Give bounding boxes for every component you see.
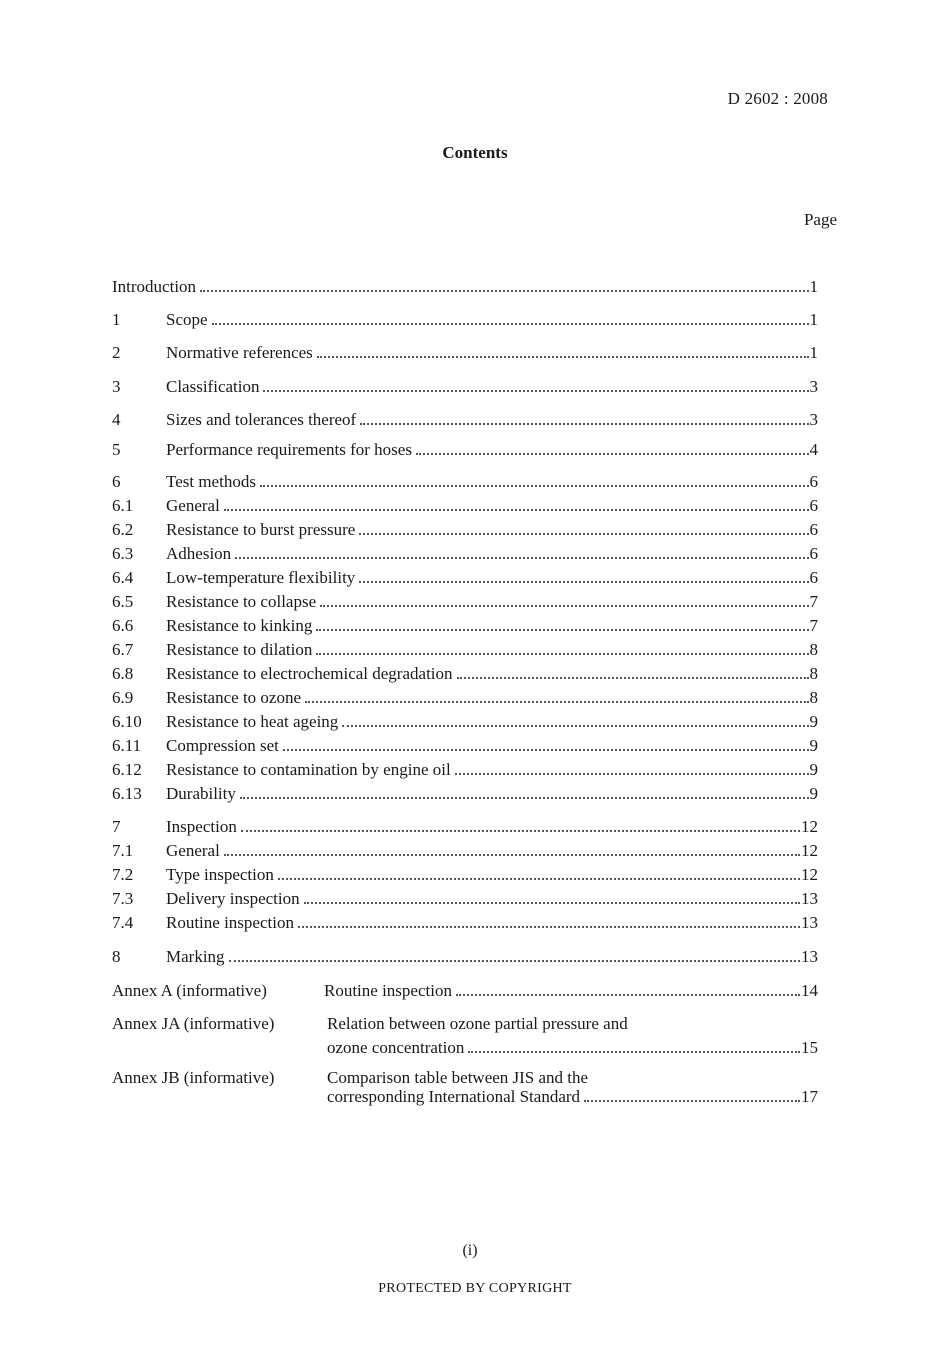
toc-entry-title: Test methods [166, 472, 256, 491]
toc-entry-page: 6 [809, 544, 818, 563]
toc-entry-page: 7 [809, 592, 818, 611]
toc-entry-page: 13 [801, 947, 818, 966]
toc-entry[interactable] [112, 591, 818, 613]
toc-entry-annex[interactable] [112, 1013, 818, 1035]
toc-entry-number: 6.10 [112, 712, 142, 731]
toc-entry-page: 17 [801, 1087, 818, 1106]
toc-dot-leader [304, 901, 800, 904]
toc-entry[interactable] [112, 342, 818, 364]
toc-entry-page: 1 [809, 277, 818, 296]
page-column-label: Page [803, 210, 837, 229]
toc-entry-number: 7 [112, 817, 121, 836]
toc-entry-page: 6 [809, 496, 818, 515]
toc-entry-number: 7.4 [112, 913, 134, 932]
toc-entry-title: Scope [166, 310, 208, 329]
toc-entry-number: 6.2 [112, 520, 134, 539]
toc-entry-number: 6.4 [112, 568, 134, 587]
toc-entry[interactable] [112, 816, 818, 838]
toc-entry[interactable] [112, 663, 818, 685]
toc-entry-page: 13 [801, 889, 818, 908]
toc-entry-page: 9 [809, 784, 818, 803]
toc-entry-page: 8 [809, 664, 818, 683]
toc-entry-page: 13 [801, 913, 818, 932]
toc-entry[interactable] [112, 783, 818, 805]
toc-entry-title: Marking [166, 947, 225, 966]
toc-dot-leader [584, 1099, 800, 1102]
toc-dot-leader [359, 532, 808, 535]
toc-entry-title: Resistance to heat ageing [166, 712, 339, 731]
toc-entry-title: Introduction [112, 277, 197, 296]
toc-entry-introduction[interactable] [112, 276, 818, 298]
toc-entry-page: 1 [809, 310, 818, 329]
toc-entry-annex[interactable] [112, 980, 818, 1002]
toc-entry-title: Delivery inspection [166, 889, 300, 908]
toc-entry[interactable] [112, 519, 818, 541]
toc-entry-title: Type inspection [166, 865, 274, 884]
toc-entry-page: 12 [801, 817, 818, 836]
toc-entry[interactable] [112, 639, 818, 661]
toc-entry-number: 8 [112, 947, 121, 966]
toc-entry-title: Performance requirements for hoses [166, 440, 412, 459]
toc-entry[interactable] [112, 946, 818, 968]
toc-entry-number: 6.8 [112, 664, 134, 683]
toc-entry[interactable] [112, 567, 818, 589]
toc-entry-number: 6.13 [112, 784, 142, 803]
toc-entry-number: 1 [112, 310, 121, 329]
toc-entry[interactable] [112, 864, 818, 886]
toc-entry-page: 12 [801, 865, 818, 884]
toc-entry-number: 6.1 [112, 496, 134, 515]
toc-dot-leader [200, 289, 808, 292]
toc-dot-leader [342, 724, 808, 727]
toc-entry-number: 6.9 [112, 688, 134, 707]
toc-entry-page: 6 [809, 472, 818, 491]
toc-entry[interactable] [112, 543, 818, 565]
toc-entry-page: 1 [809, 343, 818, 362]
toc-entry-page: 6 [809, 568, 818, 587]
toc-dot-leader [283, 748, 809, 751]
toc-entry-page: 6 [809, 520, 818, 539]
toc-entry-page: 8 [809, 640, 818, 659]
toc-entry-title: Resistance to contamination by engine oil [166, 760, 451, 779]
toc-dot-leader [359, 580, 808, 583]
toc-dot-leader [360, 422, 808, 425]
toc-entry-title: Resistance to ozone [166, 688, 302, 707]
toc-entry[interactable] [112, 912, 818, 934]
toc-entry-title: Resistance to dilation [166, 640, 313, 659]
toc-entry-title: Normative references [166, 343, 313, 362]
toc-dot-leader [240, 796, 809, 799]
toc-entry-annex-continued[interactable] [112, 1037, 818, 1059]
toc-dot-leader [235, 556, 808, 559]
toc-entry-title: Low-temperature flexibility [166, 568, 356, 587]
toc-dot-leader [224, 508, 809, 511]
toc-entry-number: 4 [112, 410, 121, 429]
toc-entry-title: Classification [166, 377, 260, 396]
toc-entry-title: Routine inspection [166, 913, 294, 932]
toc-entry-number: 2 [112, 343, 121, 362]
toc-entry[interactable] [112, 439, 818, 461]
copyright-notice: PROTECTED BY COPYRIGHT [378, 1281, 572, 1296]
toc-dot-leader [263, 389, 808, 392]
toc-entry-page: 9 [809, 736, 818, 755]
toc-entry-number: 7.2 [112, 865, 134, 884]
toc-entry-number: 6.5 [112, 592, 134, 611]
toc-dot-leader [229, 959, 800, 962]
contents-heading: Contents [442, 143, 508, 162]
toc-entry-title: Resistance to electrochemical degradation [166, 664, 453, 683]
toc-entry[interactable] [112, 471, 818, 493]
toc-entry-page: 9 [809, 712, 818, 731]
toc-entry-page: 7 [809, 616, 818, 635]
toc-entry-page: 3 [809, 377, 818, 396]
toc-entry-title: corresponding International Standard [327, 1087, 581, 1106]
document-number: D 2602 : 2008 [727, 89, 828, 108]
toc-entry-number: 7.3 [112, 889, 134, 908]
toc-entry-number: 6 [112, 472, 121, 491]
toc-entry-title: Adhesion [166, 544, 232, 563]
toc-dot-leader [456, 993, 800, 996]
toc-entry[interactable] [112, 840, 818, 862]
toc-entry[interactable] [112, 615, 818, 637]
toc-entry[interactable] [112, 735, 818, 757]
toc-annex-label: Annex JA (informative) [112, 1014, 275, 1033]
toc-entry-number: 7.1 [112, 841, 134, 860]
toc-entry-number: 6.3 [112, 544, 134, 563]
toc-entry-number: 6.6 [112, 616, 134, 635]
page-number: (i) [462, 1242, 478, 1259]
toc-entry-page: 3 [809, 410, 818, 429]
toc-entry[interactable] [112, 687, 818, 709]
toc-entry-title: Resistance to collapse [166, 592, 317, 611]
toc-entry-page: 12 [801, 841, 818, 860]
toc-entry-number: 3 [112, 377, 121, 396]
toc-entry[interactable] [112, 759, 818, 781]
toc-dot-leader [278, 877, 800, 880]
toc-dot-leader [416, 452, 809, 455]
toc-entry-annex-continued[interactable] [112, 1086, 818, 1108]
toc-dot-leader [316, 652, 808, 655]
toc-entry-title: General [166, 496, 220, 515]
toc-entry-title: General [166, 841, 220, 860]
toc-entry-page: 9 [809, 760, 818, 779]
toc-dot-leader [260, 484, 809, 487]
toc-entry-title: Durability [166, 784, 236, 803]
toc-entry-title: Compression set [166, 736, 279, 755]
toc-entry-title: Inspection [166, 817, 237, 836]
toc-entry-page: 8 [809, 688, 818, 707]
toc-entry-title: Resistance to kinking [166, 616, 313, 635]
toc-entry-title-line1: Comparison table between JIS and the [327, 1068, 589, 1087]
toc-dot-leader [224, 853, 800, 856]
toc-entry-title: Sizes and tolerances thereof [166, 410, 357, 429]
toc-annex-label: Annex A (informative) [112, 981, 267, 1000]
toc-entry-number: 6.12 [112, 760, 142, 779]
toc-entry-number: 6.11 [112, 736, 142, 755]
toc-annex-label: Annex JB (informative) [112, 1068, 275, 1087]
toc-entry-title: Routine inspection [324, 981, 452, 1000]
toc-entry[interactable] [112, 309, 818, 331]
toc-dot-leader [316, 628, 808, 631]
toc-entry[interactable] [112, 409, 818, 431]
toc-entry-page: 15 [801, 1038, 818, 1057]
toc-entry-number: 6.7 [112, 640, 134, 659]
toc-entry-page: 14 [801, 981, 818, 1000]
toc-entry[interactable] [112, 376, 818, 398]
toc-dot-leader [468, 1050, 800, 1053]
toc-dot-leader [317, 355, 809, 358]
toc-dot-leader [298, 925, 800, 928]
toc-entry[interactable] [112, 888, 818, 910]
toc-entry[interactable] [112, 495, 818, 517]
toc-entry-title: ozone concentration [327, 1038, 465, 1057]
toc-dot-leader [320, 604, 808, 607]
toc-dot-leader [241, 829, 800, 832]
toc-entry-title-line1: Relation between ozone partial pressure and [327, 1014, 628, 1033]
toc-entry-page: 4 [809, 440, 818, 459]
toc-dot-leader [212, 322, 809, 325]
toc-entry-number: 5 [112, 440, 121, 459]
toc-dot-leader [455, 772, 809, 775]
toc-dot-leader [305, 700, 808, 703]
toc-dot-leader [457, 676, 809, 679]
toc-entry-title: Resistance to burst pressure [166, 520, 356, 539]
toc-entry[interactable] [112, 711, 818, 733]
